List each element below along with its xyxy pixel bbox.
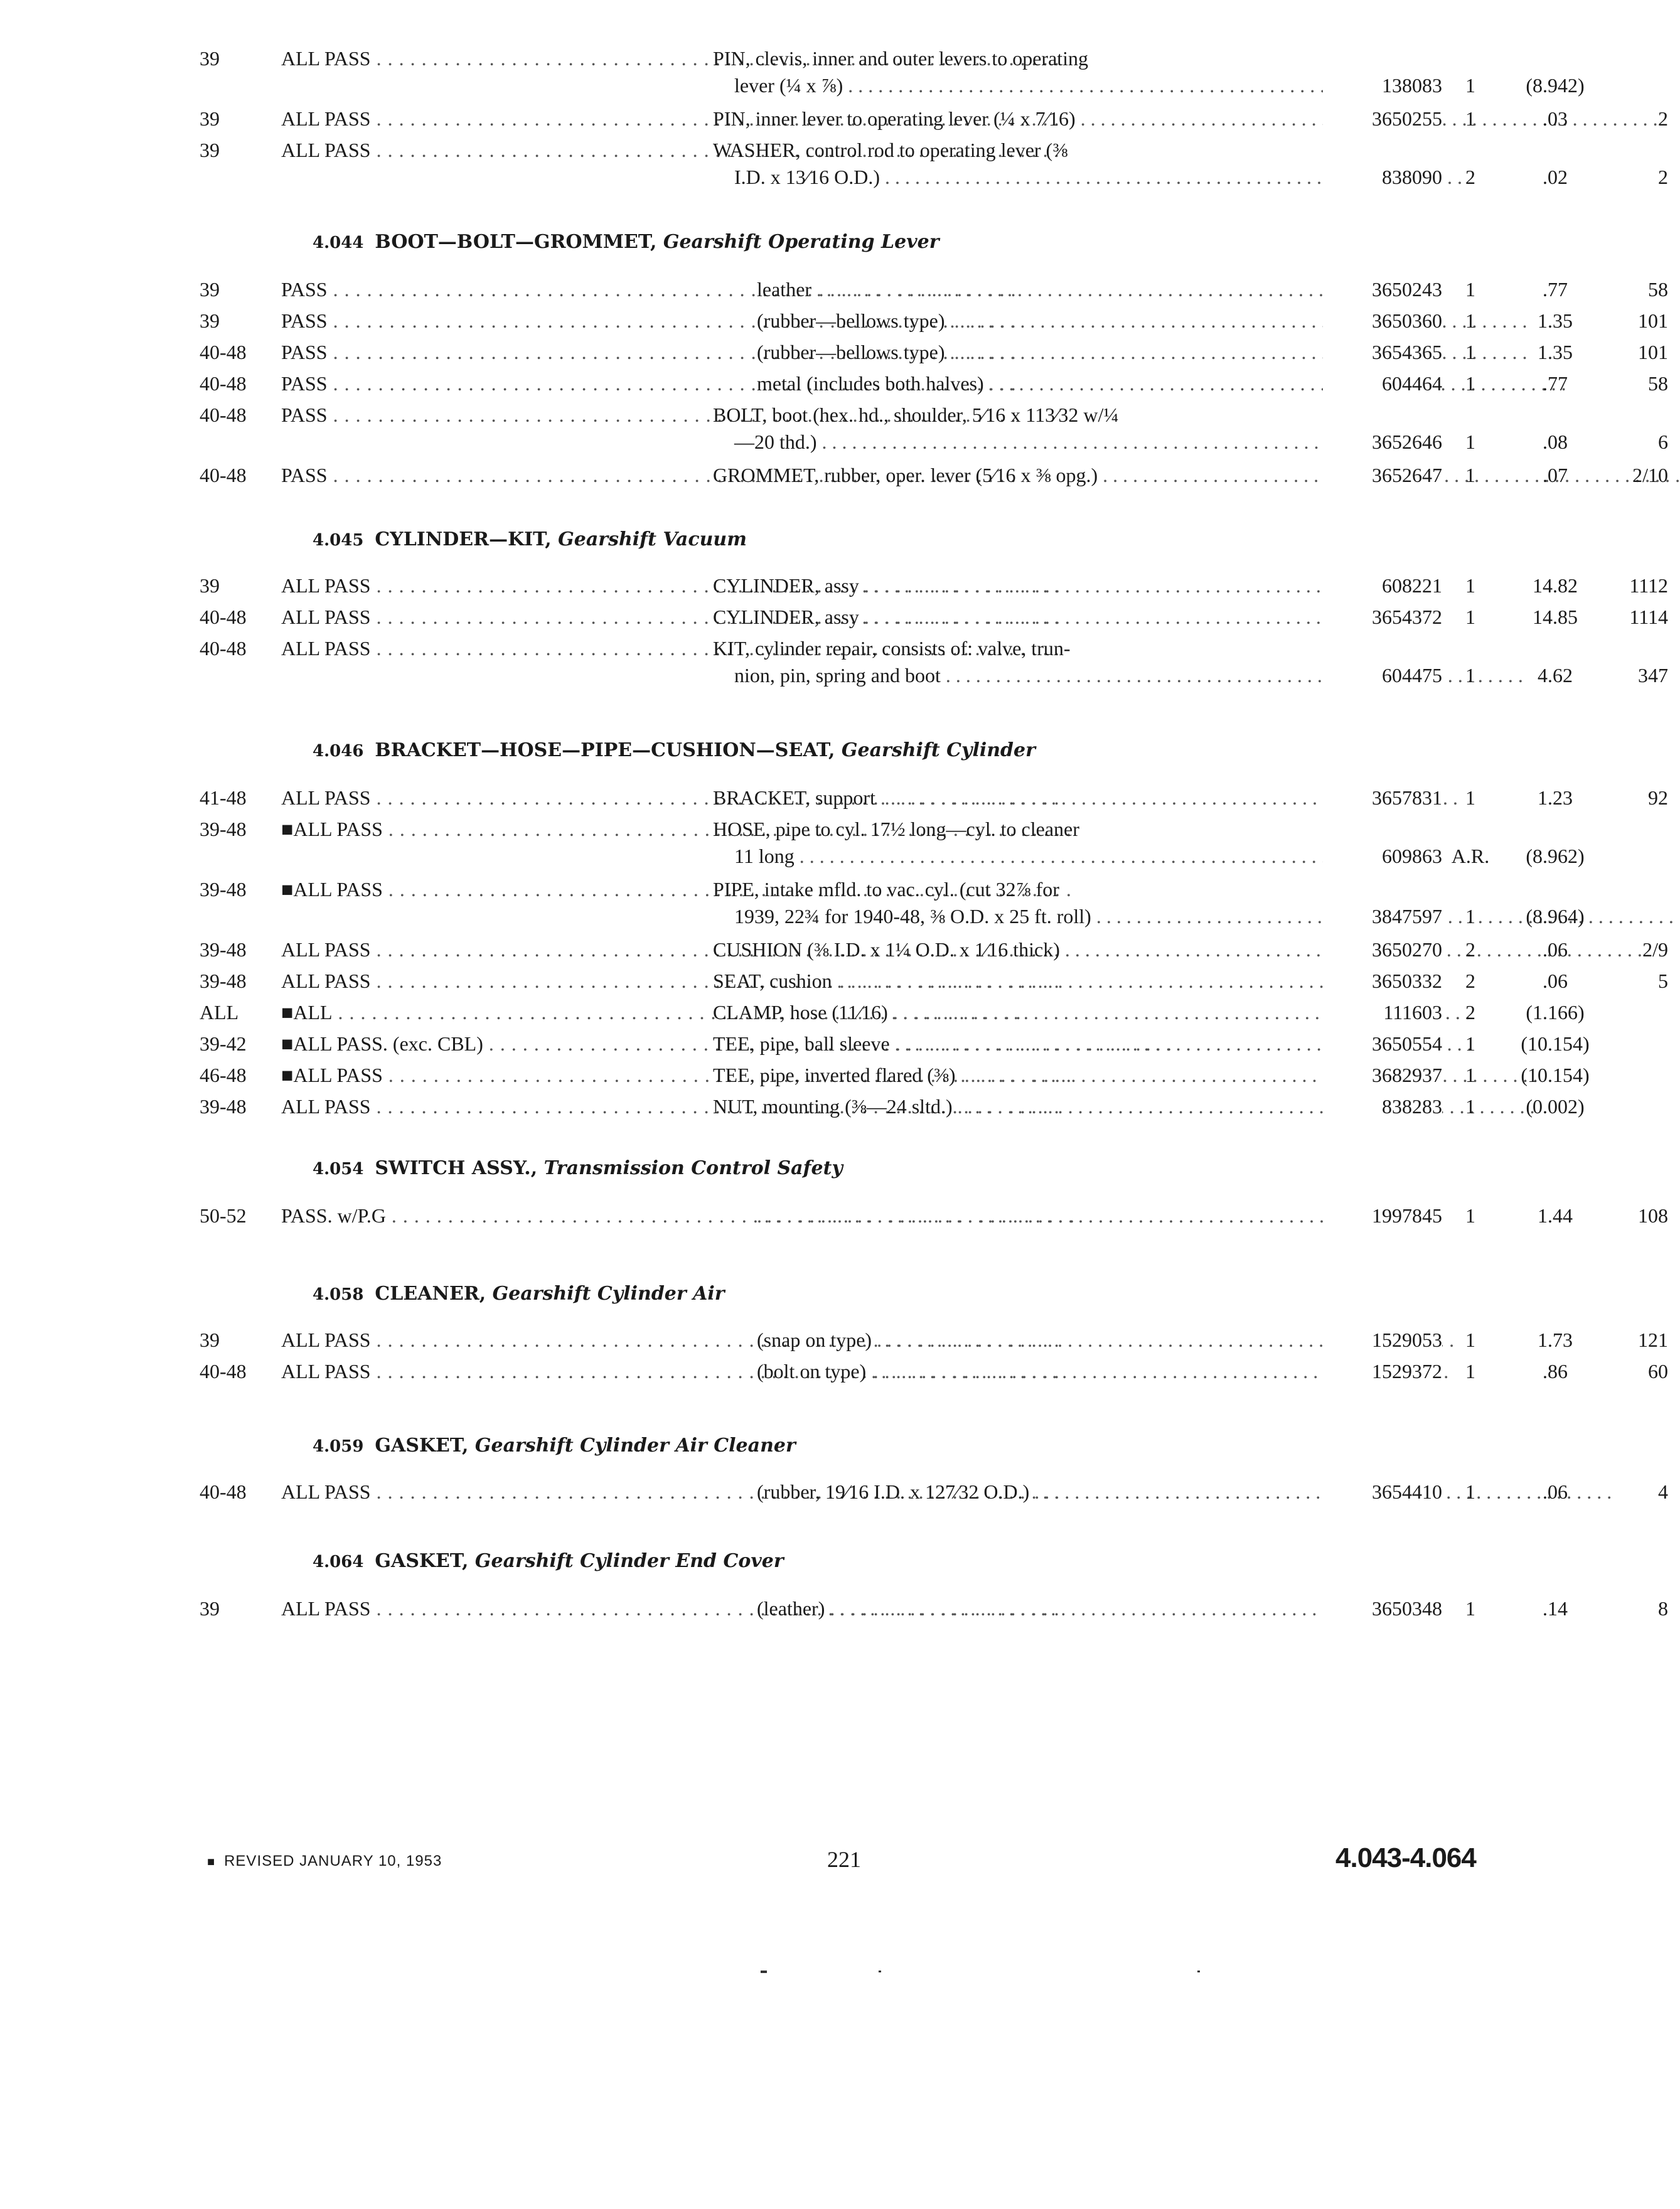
quantity-cell: 1 (1465, 1064, 1475, 1086)
section-subtitle: Gearshift Cylinder Air (492, 1283, 725, 1305)
section-subtitle: Gearshift Cylinder End Cover (474, 1550, 784, 1572)
parts-table (200, 1202, 1668, 1234)
section-subtitle: Transmission Control Safety (543, 1157, 843, 1179)
quantity-cell: 1 (1465, 309, 1475, 332)
table-row (200, 784, 1668, 816)
section-number: 4.058 (313, 1285, 364, 1304)
description-cell (757, 308, 1356, 334)
table-row (200, 45, 1585, 105)
section-heading (313, 1435, 796, 1457)
table-row (200, 276, 1668, 308)
year-cell: 39 (200, 139, 220, 161)
part-number-cell: 3650332 (1323, 968, 1442, 995)
parts-table (200, 1479, 1668, 1510)
year-cell: 50-52 (200, 1204, 247, 1227)
table-row (200, 876, 1585, 936)
part-number-cell: 3847597 (1323, 903, 1442, 930)
price-cell: (1.166) (1526, 1001, 1585, 1024)
description-line: nion, pin, spring and boot . . . (713, 662, 1356, 689)
year-cell: 40-48 (200, 372, 247, 395)
year-cell: 39 (200, 107, 220, 130)
quantity-cell: 1 (1465, 1597, 1475, 1620)
description-cell (713, 572, 1356, 599)
price-cell: 4.62 (1538, 664, 1573, 687)
model-text: PASS (281, 278, 328, 301)
description-line: 1939, 22¾ for 1940-48, ⅜ O.D. x 25 ft. roll) . . . (713, 903, 1356, 930)
model-text: PASS (281, 309, 328, 332)
weight-cell: 101 (1638, 309, 1668, 332)
parts-table (200, 572, 1668, 695)
description-line: —20 thd.) . . . (713, 429, 1356, 456)
section-heading (313, 1283, 725, 1305)
description-line: (rubber, 19⁄16 I.D. x 127⁄32 O.D.) . . . (757, 1479, 1356, 1506)
price-cell: 1.35 (1538, 309, 1573, 332)
table-row (200, 1202, 1668, 1234)
description-cell (713, 45, 1356, 99)
description-line: GROMMET, rubber, oper. lever (5⁄16 x ⅜ opg.) . . . (713, 462, 1356, 489)
quantity-cell: 1 (1465, 606, 1475, 628)
year-cell: 39 (200, 47, 220, 70)
section-number: 4.044 (313, 233, 364, 252)
price-cell: .06 (1543, 1480, 1568, 1503)
revision-date: REVISED JANUARY 10, 1953 (224, 1853, 442, 1869)
description-cell (713, 137, 1356, 191)
quantity-cell: 1 (1465, 107, 1475, 130)
year-cell: 40-48 (200, 637, 247, 660)
year-cell: 39 (200, 309, 220, 332)
model-text: PASS. w/P.G (281, 1204, 386, 1227)
description-line: (rubber—bellows type) . . . (757, 308, 1356, 334)
description-cell (713, 876, 1356, 930)
year-cell: 39-48 (200, 938, 247, 961)
description-cell (713, 1062, 1356, 1089)
quantity-cell: 1 (1465, 574, 1475, 597)
year-cell: 40-48 (200, 1360, 247, 1383)
model-text: PASS (281, 404, 328, 426)
description-cell (757, 276, 1356, 303)
model-text: ALL PASS (281, 606, 371, 628)
price-cell: .14 (1543, 1597, 1568, 1620)
description-cell (713, 635, 1356, 689)
description-line: 11 long . . . (713, 843, 1356, 870)
table-row (200, 462, 1668, 493)
quantity-cell: 2 (1465, 970, 1475, 992)
part-number-cell: 608221 (1323, 572, 1442, 599)
description-cell (757, 1202, 1356, 1229)
part-number-cell: 609863 (1323, 843, 1442, 870)
model-text: ■ALL PASS (281, 878, 383, 901)
table-row (200, 968, 1668, 999)
table-row (200, 635, 1668, 695)
quantity-cell: 1 (1465, 431, 1475, 453)
price-cell: 1.35 (1538, 341, 1573, 363)
description-line: BOLT, boot (hex. hd., shoulder, 5⁄16 x 113⁄32 w/¼ (713, 404, 1119, 426)
part-number-cell: 1529053 (1323, 1327, 1442, 1354)
year-cell: 40-48 (200, 1480, 247, 1503)
section-heading (313, 231, 939, 253)
description-cell (757, 370, 1356, 397)
model-text: ■ALL PASS (281, 1064, 383, 1086)
description-line (757, 1202, 1356, 1229)
model-text: ALL PASS (281, 574, 371, 597)
section-heading (313, 1550, 784, 1572)
part-number-cell: 3650270 (1323, 936, 1442, 963)
description-line: (snap on type) . . . (757, 1327, 1356, 1354)
weight-cell: 2 (1658, 107, 1668, 130)
model-text: ■ALL PASS. (exc. CBL) (281, 1032, 483, 1055)
description-line: TEE, pipe, ball sleeve . . . (713, 1030, 1356, 1057)
part-number-cell: 3657831 (1323, 784, 1442, 811)
part-number-cell: 838283 (1323, 1093, 1442, 1120)
table-row (200, 308, 1668, 339)
weight-cell: 92 (1648, 786, 1668, 809)
model-text: ■ALL PASS (281, 818, 383, 840)
part-number-cell: 3650554 (1323, 1030, 1442, 1057)
model-text: ALL PASS (281, 1329, 371, 1351)
weight-cell: 6 (1658, 431, 1668, 453)
description-cell (757, 339, 1356, 366)
quantity-cell: 1 (1465, 1032, 1475, 1055)
section-heading (313, 1157, 843, 1179)
description-line: PIN, inner lever to operating lever (¼ x 7⁄16) . . . (713, 105, 1356, 132)
year-cell: 39-42 (200, 1032, 247, 1055)
description-line: CUSHION (⅜ I.D. x 1¼ O.D. x 1⁄16 thick) . . . (713, 936, 1356, 963)
quantity-cell: 1 (1465, 1095, 1475, 1118)
quantity-cell: 1 (1465, 786, 1475, 809)
part-number-cell: 3650360 (1323, 308, 1442, 334)
description-line: SEAT, cushion . . . (713, 968, 1356, 995)
part-number-cell: 604475 (1323, 662, 1442, 689)
part-number-cell: 1997845 (1323, 1202, 1442, 1229)
part-number-cell: 838090 (1323, 164, 1442, 191)
model-text: ALL PASS (281, 47, 371, 70)
description-cell (757, 1327, 1356, 1354)
price-cell: .77 (1543, 278, 1568, 301)
model-text: ALL PASS (281, 107, 371, 130)
table-row (200, 1327, 1668, 1358)
description-cell (713, 1030, 1356, 1057)
weight-cell: 4 (1658, 1480, 1668, 1503)
scan-speck (761, 1971, 767, 1973)
year-cell: 46-48 (200, 1064, 247, 1086)
price-cell: (10.154) (1521, 1064, 1590, 1086)
description-line: (rubber—bellows type) . . . (757, 339, 1356, 366)
model-text: ALL PASS (281, 637, 371, 660)
section-number: 4.046 (313, 742, 364, 761)
scan-speck (879, 1971, 881, 1972)
description-line: I.D. x 13⁄16 O.D.) . . . (713, 164, 1356, 191)
part-number-cell: 138083 (1323, 72, 1442, 99)
description-cell (713, 604, 1356, 631)
year-cell: 39 (200, 1329, 220, 1351)
page-number: 221 (827, 1847, 861, 1872)
table-row (200, 999, 1585, 1030)
description-line: TEE, pipe, inverted flared (⅜) . . . (713, 1062, 1356, 1089)
section-heading (313, 528, 747, 550)
price-cell: (8.964) (1526, 905, 1585, 928)
description-cell (713, 402, 1356, 456)
section-range: 4.043-4.064 (1335, 1843, 1476, 1873)
year-cell: 39 (200, 574, 220, 597)
model-text: ALL PASS (281, 970, 371, 992)
quantity-cell: 2 (1465, 166, 1475, 188)
part-number-cell: 1529372 (1323, 1358, 1442, 1385)
section-title: BRACKET—HOSE—PIPE—CUSHION—SEAT, (375, 739, 835, 761)
description-line: HOSE, pipe to cyl. 17½ long—cyl. to cleaner (713, 818, 1079, 840)
year-cell: 41-48 (200, 786, 247, 809)
price-cell: 14.82 (1533, 574, 1578, 597)
year-cell: 39-48 (200, 970, 247, 992)
part-number-cell: 604464 (1323, 370, 1442, 397)
price-cell: .08 (1543, 431, 1568, 453)
table-row (200, 1358, 1668, 1389)
description-line: BRACKET, support . . . (713, 784, 1356, 811)
parts-table (200, 1327, 1668, 1389)
model-text: ALL PASS (281, 139, 371, 161)
quantity-cell: 1 (1465, 278, 1475, 301)
section-number: 4.045 (313, 531, 364, 550)
table-row (200, 1030, 1590, 1062)
model-text: ■ALL (281, 1001, 333, 1024)
model-text: PASS (281, 372, 328, 395)
price-cell: .02 (1543, 166, 1568, 188)
part-number-cell: 3650243 (1323, 276, 1442, 303)
weight-cell: 2/9 (1642, 938, 1668, 961)
weight-cell: 2 (1658, 166, 1668, 188)
weight-cell: 347 (1638, 664, 1668, 687)
part-number-cell: 3652646 (1323, 429, 1442, 456)
description-cell (713, 462, 1356, 489)
year-cell: ALL (200, 1001, 239, 1024)
quantity-cell: 1 (1465, 464, 1475, 486)
model-text: PASS (281, 341, 328, 363)
description-cell (713, 999, 1356, 1026)
table-row (200, 402, 1668, 462)
description-line: PIPE, intake mfld. to vac. cyl. (cut 32⅞ for (713, 878, 1059, 901)
year-cell: 39-48 (200, 878, 247, 901)
price-cell: .07 (1543, 464, 1568, 486)
parts-table (200, 276, 1668, 493)
price-cell: .77 (1543, 372, 1568, 395)
quantity-cell: 1 (1465, 1360, 1475, 1383)
table-row (200, 604, 1668, 635)
description-cell (713, 968, 1356, 995)
price-cell: 1.73 (1538, 1329, 1573, 1351)
section-title: GASKET, (375, 1435, 469, 1457)
description-cell (713, 936, 1356, 963)
section-subtitle: Gearshift Operating Lever (663, 231, 939, 253)
weight-cell: 101 (1638, 341, 1668, 363)
section-title: BOOT—BOLT—GROMMET, (375, 231, 657, 253)
table-row (200, 1479, 1668, 1510)
part-number-cell: 3654372 (1323, 604, 1442, 631)
description-cell (713, 1093, 1356, 1120)
table-row (200, 572, 1668, 604)
section-title: SWITCH ASSY., (375, 1157, 538, 1179)
table-row (200, 370, 1668, 402)
section-number: 4.054 (313, 1160, 364, 1179)
scan-speck (1197, 1971, 1200, 1972)
quantity-cell: 1 (1465, 1204, 1475, 1227)
parts-table (200, 45, 1668, 197)
table-row (200, 1093, 1585, 1125)
description-line: KIT, cylinder repair, consists of: valve, trun- (713, 637, 1071, 660)
description-line: lever (¼ x ⅞) . . . (713, 72, 1356, 99)
description-cell (713, 816, 1356, 870)
parts-table (200, 1595, 1668, 1627)
section-title: CLEANER, (375, 1283, 486, 1305)
section-number: 4.064 (313, 1553, 364, 1571)
weight-cell: 121 (1638, 1329, 1668, 1351)
table-row (200, 1595, 1668, 1627)
year-cell: 39-48 (200, 1095, 247, 1118)
description-line: WASHER, control rod to operating lever (⅜ (713, 139, 1068, 161)
model-text: ALL PASS (281, 1360, 371, 1383)
revision-mark: ■ (207, 1855, 216, 1869)
year-cell: 40-48 (200, 404, 247, 426)
description-line: PIN, clevis, inner and outer levers to operating (713, 47, 1089, 70)
price-cell: (0.002) (1526, 1095, 1585, 1118)
table-row (200, 1062, 1590, 1093)
section-heading (313, 739, 1035, 761)
part-number-cell: 3652647 (1323, 462, 1442, 489)
description-cell (757, 1595, 1356, 1622)
description-line: CYLINDER, assy . . . (713, 572, 1356, 599)
parts-table (200, 784, 1668, 1125)
description-line: NUT, mounting (⅜—24 sltd.) . . . (713, 1093, 1356, 1120)
description-cell (713, 105, 1356, 132)
description-line: (leather) . . . (757, 1595, 1356, 1622)
year-cell: 39 (200, 1597, 220, 1620)
model-text: ALL PASS (281, 786, 371, 809)
model-text: PASS (281, 464, 328, 486)
year-cell: 39 (200, 278, 220, 301)
part-number-cell: 3654410 (1323, 1479, 1442, 1506)
part-number-cell: 3682937 (1323, 1062, 1442, 1089)
weight-cell: 8 (1658, 1597, 1668, 1620)
description-line: CLAMP, hose (11⁄16) . . . (713, 999, 1356, 1026)
price-cell: (8.942) (1526, 74, 1585, 97)
model-text: ALL PASS (281, 1597, 371, 1620)
quantity-cell: A.R. (1451, 845, 1490, 867)
part-number-cell: 111603 (1323, 999, 1442, 1026)
description-cell (713, 784, 1356, 811)
section-subtitle: Gearshift Cylinder (841, 739, 1035, 761)
quantity-cell: 1 (1465, 1480, 1475, 1503)
quantity-cell: 1 (1465, 905, 1475, 928)
model-text: ALL PASS (281, 1095, 371, 1118)
price-cell: .06 (1543, 938, 1568, 961)
quantity-cell: 1 (1465, 341, 1475, 363)
section-subtitle: Gearshift Vacuum (558, 528, 747, 550)
model-text: ALL PASS (281, 1480, 371, 1503)
description-line: (bolt on type) . . . (757, 1358, 1356, 1385)
table-row (200, 936, 1668, 968)
year-cell: 40-48 (200, 606, 247, 628)
section-title: CYLINDER—KIT, (375, 528, 552, 550)
weight-cell: 108 (1638, 1204, 1668, 1227)
description-cell (757, 1358, 1356, 1385)
price-cell: (8.962) (1526, 845, 1585, 867)
description-line: metal (includes both halves) . . . (757, 370, 1356, 397)
quantity-cell: 2 (1465, 938, 1475, 961)
weight-cell: 5 (1658, 970, 1668, 992)
year-cell: 40-48 (200, 341, 247, 363)
section-number: 4.059 (313, 1437, 364, 1456)
price-cell: 1.23 (1538, 786, 1573, 809)
price-cell: .03 (1543, 107, 1568, 130)
part-number-cell: 3650348 (1323, 1595, 1442, 1622)
table-row (200, 137, 1668, 197)
quantity-cell: 1 (1465, 74, 1475, 97)
price-cell: 14.85 (1533, 606, 1578, 628)
part-number-cell: 3650255 (1323, 105, 1442, 132)
table-row (200, 339, 1668, 370)
weight-cell: 1112 (1629, 574, 1668, 597)
price-cell: (10.154) (1521, 1032, 1590, 1055)
quantity-cell: 1 (1465, 1329, 1475, 1351)
model-text: ALL PASS (281, 938, 371, 961)
section-subtitle: Gearshift Cylinder Air Cleaner (474, 1435, 796, 1457)
weight-cell: 1114 (1629, 606, 1668, 628)
price-cell: .06 (1543, 970, 1568, 992)
part-number-cell: 3654365 (1323, 339, 1442, 366)
price-cell: .86 (1543, 1360, 1568, 1383)
year-cell: 39-48 (200, 818, 247, 840)
table-row (200, 816, 1585, 876)
description-cell (757, 1479, 1356, 1506)
quantity-cell: 1 (1465, 372, 1475, 395)
description-line: leather . . . (757, 276, 1356, 303)
weight-cell: 58 (1648, 372, 1668, 395)
revision-note (207, 1853, 442, 1870)
price-cell: 1.44 (1538, 1204, 1573, 1227)
weight-cell: 60 (1648, 1360, 1668, 1383)
quantity-cell: 2 (1465, 1001, 1475, 1024)
section-title: GASKET, (375, 1550, 469, 1572)
weight-cell: 58 (1648, 278, 1668, 301)
year-cell: 40-48 (200, 464, 247, 486)
table-row (200, 105, 1668, 137)
quantity-cell: 1 (1465, 664, 1475, 687)
weight-cell: 2/10 (1632, 464, 1668, 486)
description-line: CYLINDER, assy . . . (713, 604, 1356, 631)
